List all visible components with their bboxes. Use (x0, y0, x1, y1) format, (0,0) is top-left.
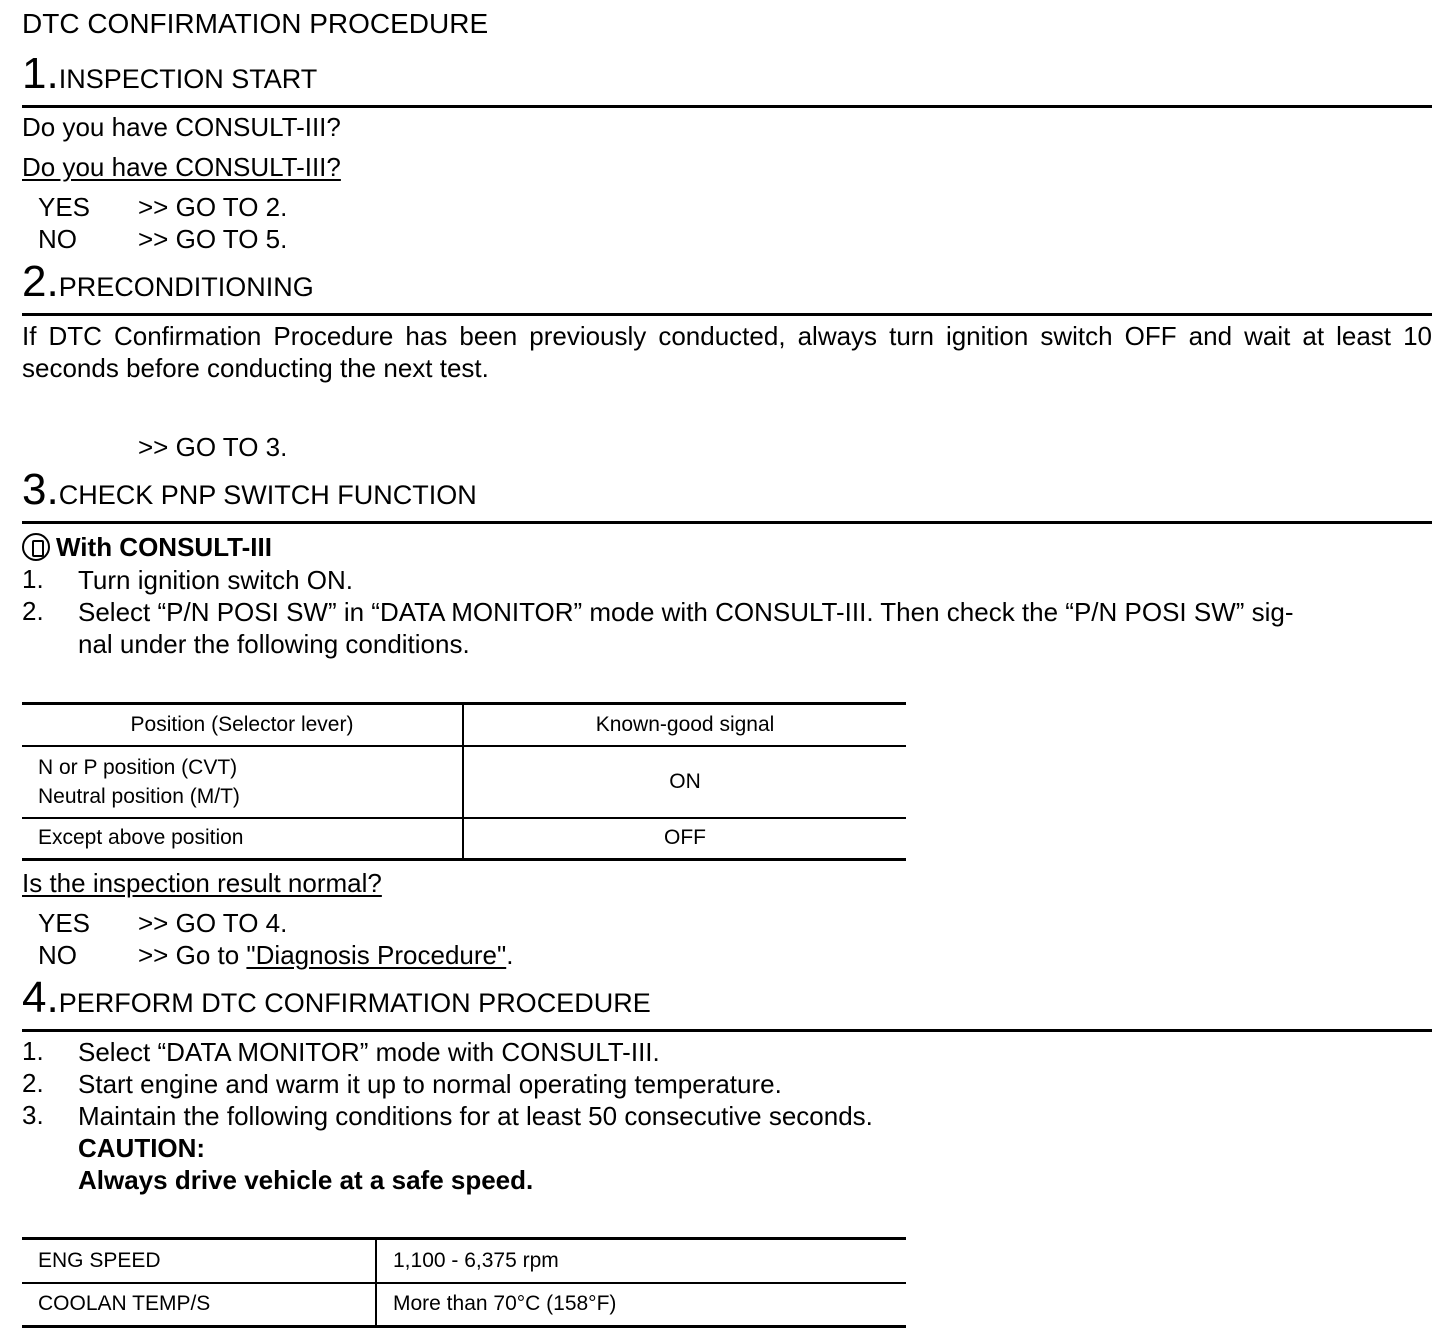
divider (22, 521, 1432, 524)
table-cell-position (22, 746, 463, 818)
position-line: N or P position (CVT) (38, 755, 238, 779)
table-cell-position: Except above position (22, 818, 463, 860)
step-1-question: Do you have CONSULT-III? (22, 112, 341, 142)
step-number: 1. (22, 49, 59, 98)
list-number: 2. (22, 1068, 44, 1098)
consult-tool-icon (22, 533, 50, 561)
caution-label: CAUTION: (78, 1133, 206, 1163)
result-question: Is the inspection result normal? (22, 868, 382, 898)
list-text: Select “P/N POSI SW” in “DATA MONITOR” mode with CONSULT-III. Then check the “P/N POSI SW” sig- (78, 597, 1294, 627)
step-title: PRECONDITIONING (58, 272, 314, 302)
list-text: Maintain the following conditions for at least 50 consecutive seconds. (78, 1101, 873, 1131)
table-cell-item: COOLAN TEMP/S (22, 1283, 376, 1327)
answer-yes-key: YES (38, 192, 91, 222)
diagnosis-procedure-link[interactable]: "Diagnosis Procedure" (246, 940, 507, 970)
step-2-body: If DTC Confirmation Procedure has been previously conducted, always turn ignition switch OFF and wait at least 10 seconds before conducting the next test. (22, 321, 1432, 383)
step-number: 3. (22, 465, 59, 514)
page-title: DTC CONFIRMATION PROCEDURE (22, 8, 489, 39)
answer-yes-value: >> GO TO 2. (138, 192, 288, 222)
table-row (22, 1239, 906, 1283)
step-3-heading (22, 465, 477, 514)
list-number: 3. (22, 1100, 44, 1130)
table-header: Known-good signal (463, 704, 906, 746)
pnp-signal-table (22, 702, 906, 861)
step-title: CHECK PNP SWITCH FUNCTION (58, 480, 477, 510)
table-cell-value: More than 70°C (158°F) (376, 1283, 906, 1327)
conditions-table (22, 1237, 906, 1328)
goto-prefix: >> Go to (138, 940, 247, 970)
table-row (22, 818, 906, 860)
step-4-heading (22, 973, 651, 1022)
table-cell-signal: ON (463, 746, 906, 818)
table-row (22, 746, 906, 818)
step-title: INSPECTION START (58, 64, 318, 94)
table-cell-value: 1,100 - 6,375 rpm (376, 1239, 906, 1283)
list-text: Start engine and warm it up to normal operating temperature. (78, 1069, 782, 1099)
position-line: Neutral position (M/T) (38, 784, 240, 808)
divider (22, 313, 1432, 316)
step-number: 2. (22, 257, 59, 306)
with-consult-label (22, 532, 272, 562)
table-cell-item: ENG SPEED (22, 1239, 376, 1283)
step-number: 4. (22, 973, 59, 1022)
answer-no-value: >> GO TO 5. (138, 224, 288, 254)
answer-yes-key: YES (38, 908, 91, 938)
step-2-heading (22, 257, 314, 306)
step-2-goto: >> GO TO 3. (138, 432, 288, 462)
answer-no-key: NO (38, 224, 77, 254)
list-number: 2. (22, 596, 44, 626)
list-text: Select “DATA MONITOR” mode with CONSULT-III. (78, 1037, 660, 1067)
step-1-question-underlined: Do you have CONSULT-III? (22, 152, 341, 182)
step-1-heading (22, 49, 318, 98)
answer-yes-value: >> GO TO 4. (138, 908, 288, 938)
table-cell-signal: OFF (463, 818, 906, 860)
with-consult-text: With CONSULT-III (56, 532, 272, 562)
caution-text: Always drive vehicle at a safe speed. (78, 1165, 534, 1195)
answer-no-value (138, 940, 513, 970)
answer-no-key: NO (38, 940, 77, 970)
list-number: 1. (22, 1036, 44, 1066)
list-number: 1. (22, 564, 44, 594)
table-row (22, 1283, 906, 1327)
divider (22, 105, 1432, 108)
divider (22, 1029, 1432, 1032)
list-text: Turn ignition switch ON. (78, 565, 354, 595)
list-text-continued: nal under the following conditions. (78, 629, 470, 659)
step-title: PERFORM DTC CONFIRMATION PROCEDURE (58, 988, 651, 1018)
goto-suffix: . (506, 940, 514, 970)
table-header: Position (Selector lever) (22, 704, 463, 746)
